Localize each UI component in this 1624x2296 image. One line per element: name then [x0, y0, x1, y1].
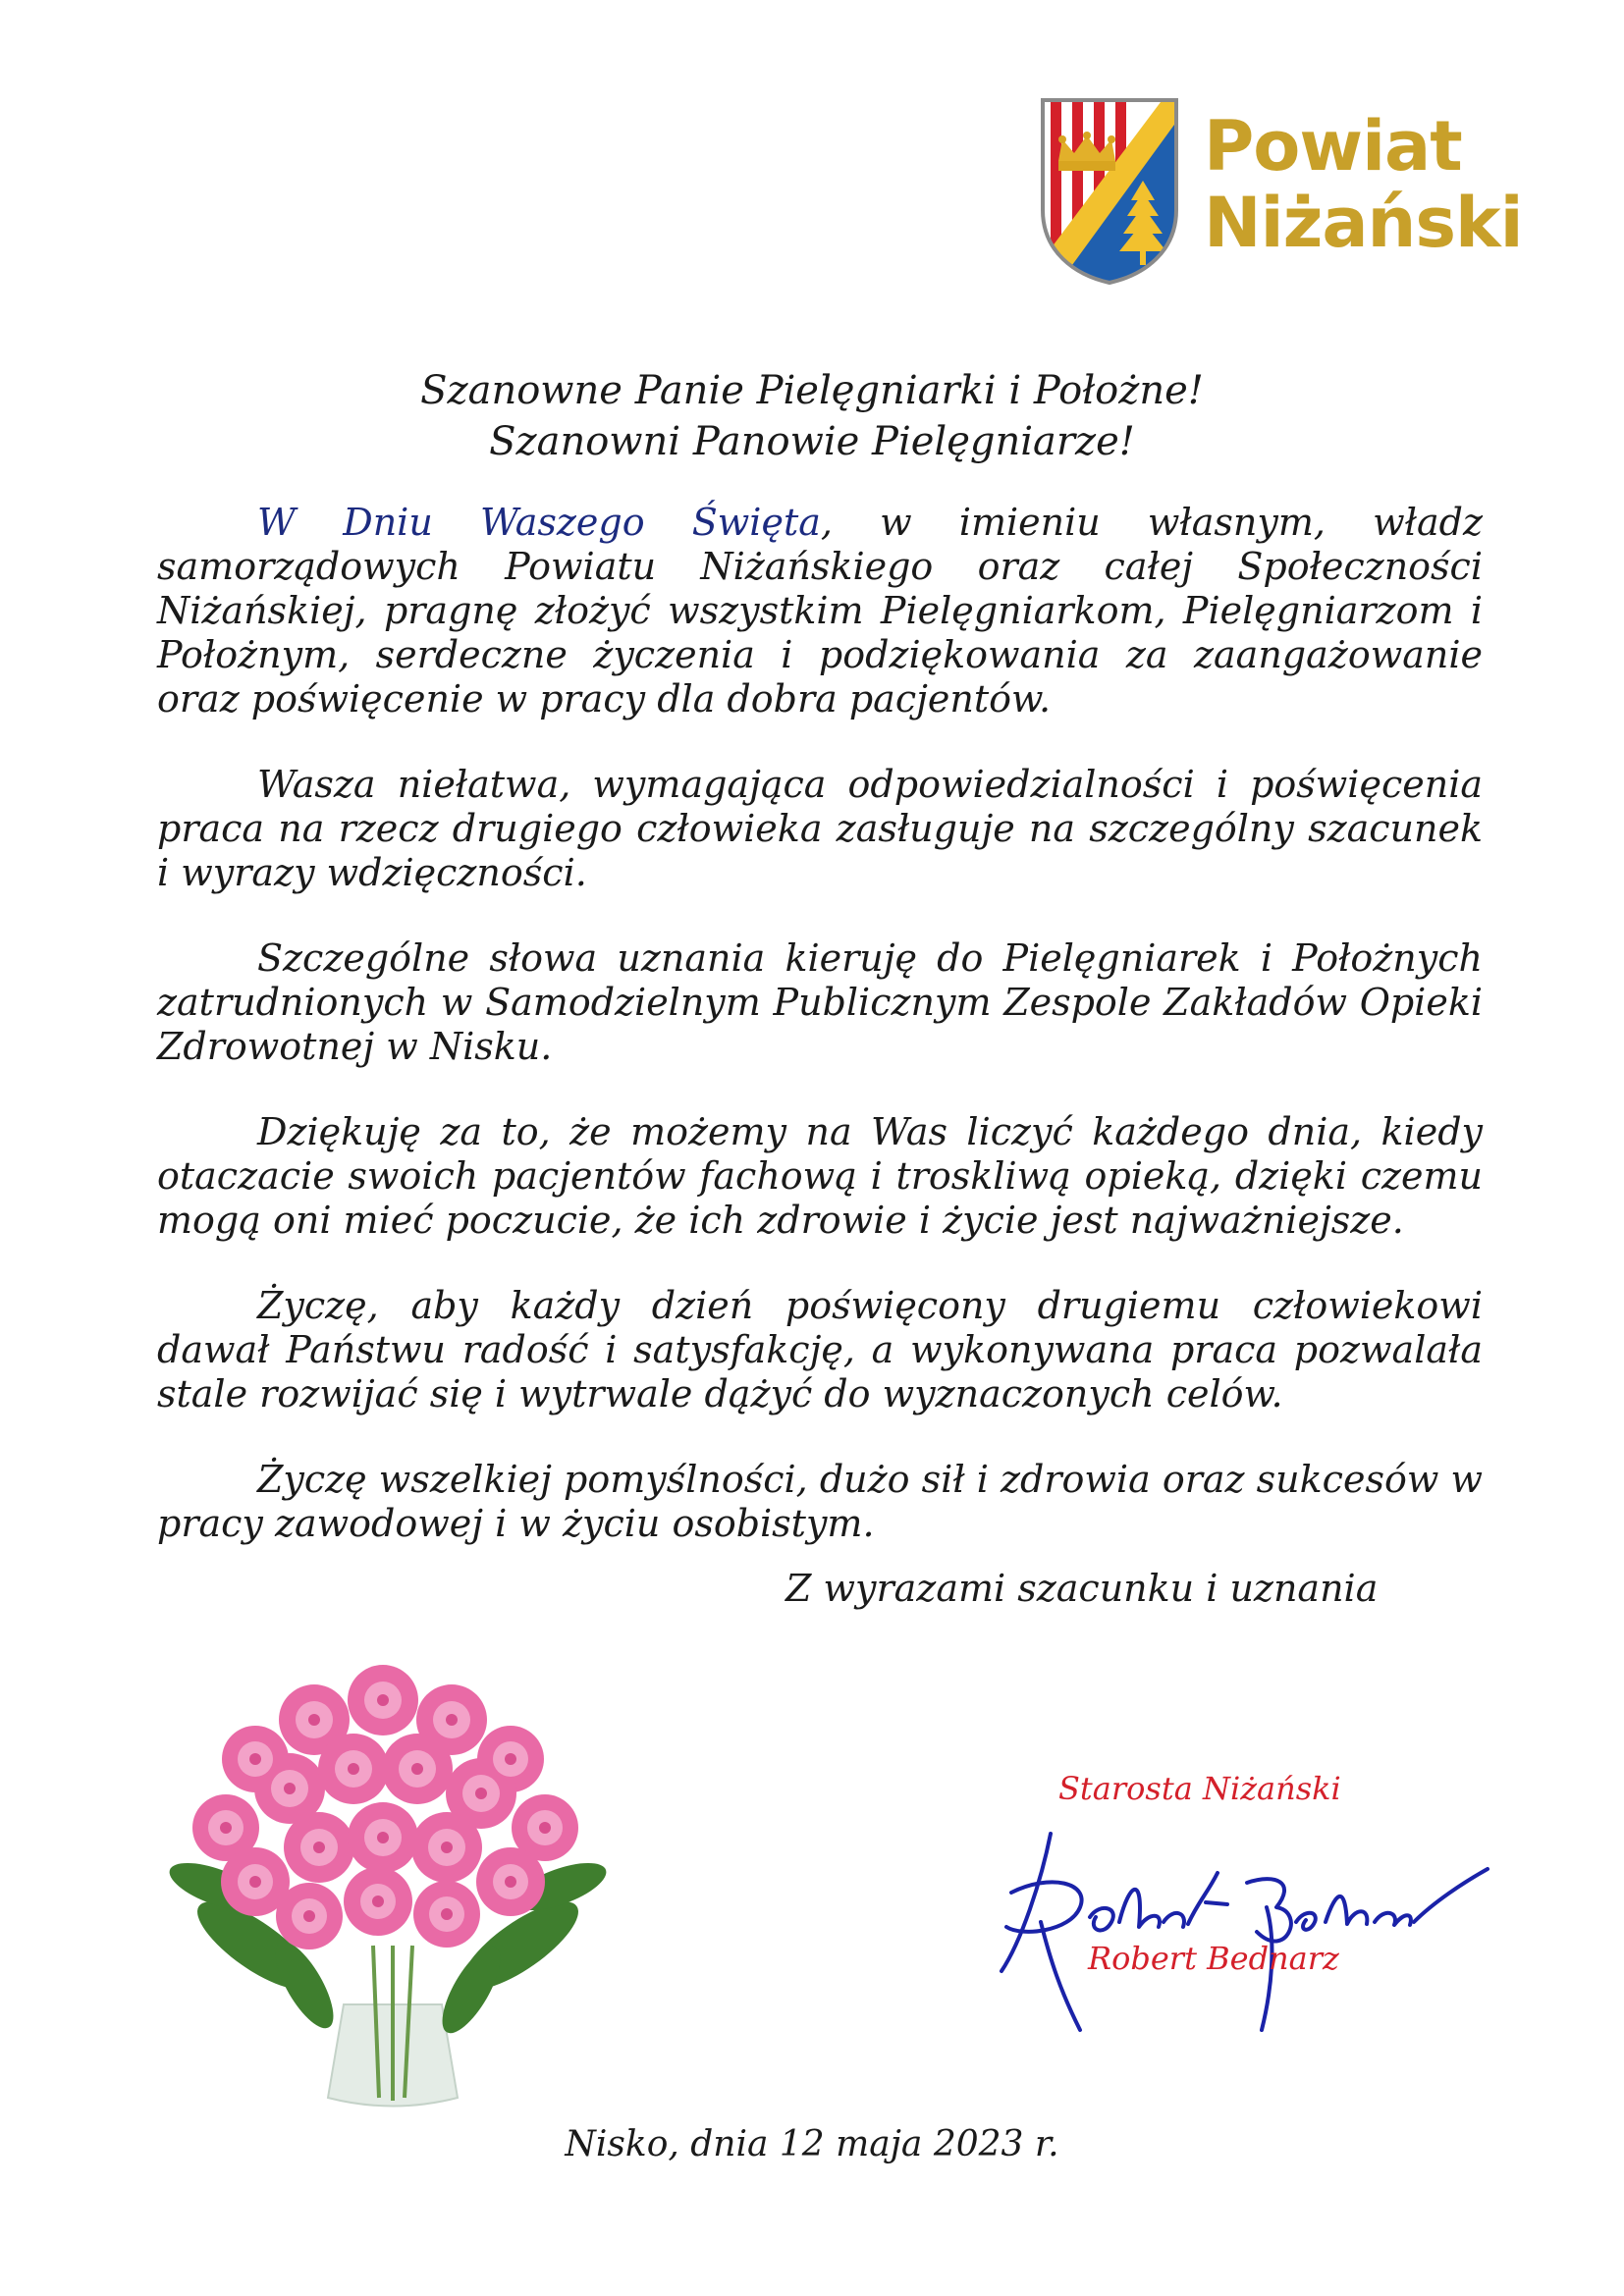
logo-text: [1204, 108, 1523, 261]
paragraph-3: Szczególne słowa uznania kieruję do Pielęgniarek i Położnych zatrudnionych w Samodzielnym Publicznym Zespole Zakładów Opieki Zdrowotnej w Nisku.: [157, 936, 1483, 1068]
coat-of-arms-icon: [1037, 94, 1182, 287]
paragraph-2: Wasza niełatwa, wymagająca odpowiedzialności i poświęcenia praca na rzecz drugiego człowieka zasługuje na szczególny szacunek i wyrazy wdzięczności.: [157, 763, 1483, 894]
paragraph-6: Życzę wszelkiej pomyślności, dużo sił i zdrowia oraz sukcesów w pracy zawodowej i w życiu osobistym.: [157, 1458, 1483, 1545]
paragraph-5: Życzę, aby każdy dzień poświęcony drugiemu człowiekowi dawał Państwu radość i satysfakcję, a wykonywana praca pozwalała stale rozwijać się i wytrwale dążyć do wyznaczonych celów.: [157, 1284, 1483, 1415]
signatory-name: Robert Bednarz: [1088, 1940, 1339, 1977]
paragraph-1: [157, 501, 1483, 721]
powiat-logo: [1037, 94, 1523, 291]
handwritten-signature: [982, 1814, 1492, 2040]
rose-bouquet-image: [147, 1651, 619, 2112]
place-and-date: Nisko, dnia 12 maja 2023 r.: [565, 2124, 1059, 2164]
salutation: [0, 365, 1624, 467]
logo-line-1: Powiat: [1204, 106, 1462, 187]
signatory-title: Starosta Niżański: [1058, 1770, 1341, 1807]
salutation-line-2: Szanowni Panowie Pielęgniarze!: [489, 419, 1135, 464]
paragraph-1-lead: W Dniu Waszego Święta: [257, 501, 821, 544]
closing-phrase: Z wyrazami szacunku i uznania: [785, 1567, 1379, 1610]
paragraph-4: Dziękuję za to, że możemy na Was liczyć każdego dnia, kiedy otaczacie swoich pacjentów fachową i troskliwą opieką, dzięki czemu mogą oni mieć poczucie, że ich zdrowie i życie jest najważniejsze.: [157, 1110, 1483, 1242]
letter-body: [157, 501, 1483, 1587]
logo-line-2: Niżański: [1204, 183, 1523, 263]
salutation-line-1: Szanowne Panie Pielęgniarki i Położne!: [420, 368, 1204, 413]
paragraph-1-rest: , w imieniu własnym, władz samorządowych Powiatu Niżańskiego oraz całej Społeczności Niżańskiej, pragnę złożyć wszystkim Pielęgniarkom, Pielęgniarzom i Położnym, serdeczne życzenia i podziękowania za zaangażowanie oraz poświęcenie w pracy dla dobra pacjentów.: [157, 501, 1483, 721]
